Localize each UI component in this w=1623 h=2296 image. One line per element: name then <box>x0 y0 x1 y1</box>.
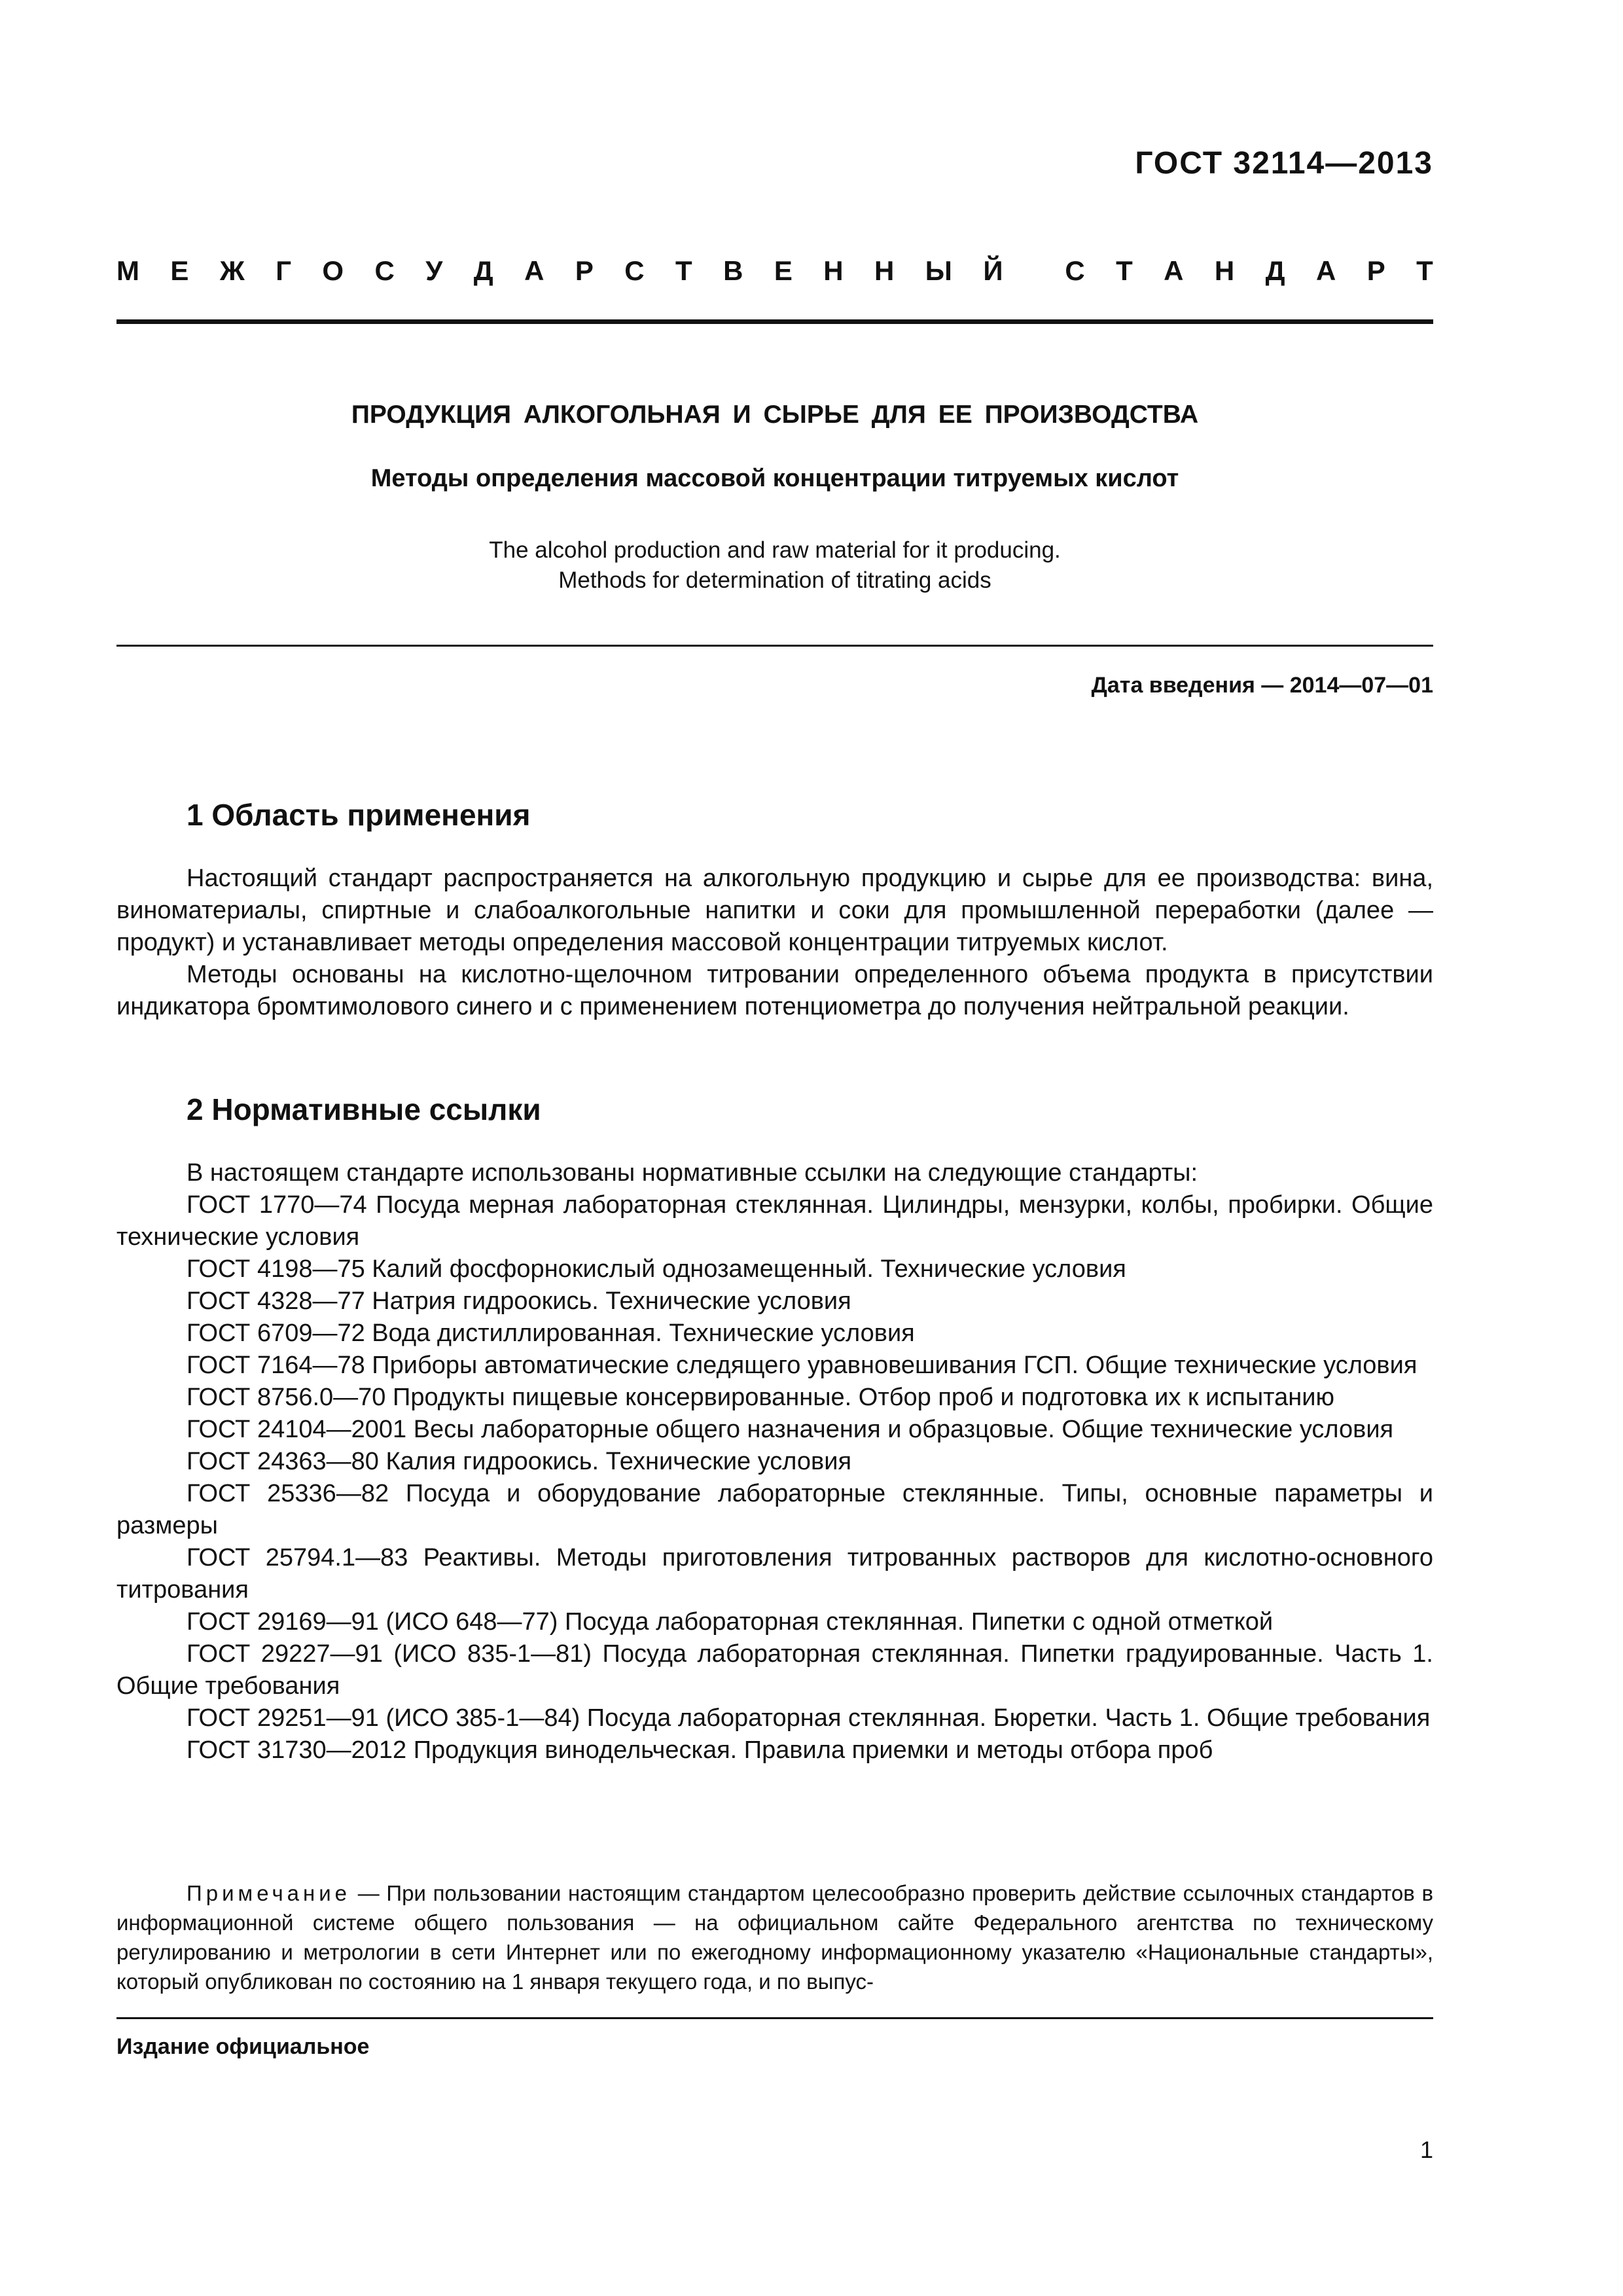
english-title <box>116 535 1433 596</box>
introduction-date: Дата введения — 2014—07—01 <box>1091 673 1433 698</box>
reference-item: ГОСТ 8756.0—70 Продукты пищевые консервированные. Отбор проб и подготовка их к испытанию <box>187 1384 1334 1411</box>
english-title-line-2: Methods for determination of titrating acids <box>558 567 991 593</box>
interstate-heading-letter: Т <box>675 255 692 286</box>
interstate-standard-heading <box>116 255 1433 287</box>
interstate-heading-letter: Т <box>1416 255 1433 286</box>
interstate-heading-letter: С <box>374 255 395 286</box>
section-1-heading: 1 Область применения <box>187 798 531 832</box>
interstate-heading-letter: Е <box>170 255 189 286</box>
reference-item: ГОСТ 4198—75 Калий фосфорнокислый однозамещенный. Технические условия <box>187 1255 1126 1283</box>
interstate-heading-letter: В <box>723 255 743 286</box>
interstate-heading-letter: Д <box>473 255 493 286</box>
references-intro: В настоящем стандарте использованы нормативные ссылки на следующие стандарты: <box>187 1159 1198 1187</box>
note-text: — При пользовании настоящим стандартом целесообразно проверить действие ссылочных стандартов в информационной системе общего пользования — на официальном сайте Федерального агентства по техническому регулированию и метрологии в сети Интернет или по ежегодному информационному указателю «Национальные стандарты», который опубликован по состоянию на 1 января текущего года, и по выпус- <box>116 1881 1433 1994</box>
section-1-body <box>116 863 1433 1023</box>
reference-item: ГОСТ 25794.1—83 Реактивы. Методы приготовления титрованных растворов для кислотно-основного титрования <box>116 1544 1433 1604</box>
interstate-heading-letter: Ы <box>925 255 952 286</box>
interstate-heading-letter: Д <box>1265 255 1285 286</box>
interstate-heading-letter: Р <box>1366 255 1385 286</box>
document-title: ПРОДУКЦИЯ АЛКОГОЛЬНАЯ И СЫРЬЕ ДЛЯ ЕЕ ПРОИЗВОДСТВА <box>351 401 1199 429</box>
header-divider <box>116 319 1433 324</box>
reference-item: ГОСТ 25336—82 Посуда и оборудование лабораторные стеклянные. Типы, основные параметры и размеры <box>116 1480 1433 1539</box>
official-edition-label: Издание официальное <box>116 2034 370 2059</box>
note-label: Примечание <box>187 1881 351 1905</box>
footer-divider <box>116 2017 1433 2019</box>
reference-item: ГОСТ 29227—91 (ИСО 835-1—81) Посуда лабораторная стеклянная. Пипетки градуированные. Часть 1. Общие требования <box>116 1640 1433 1700</box>
interstate-heading-letter: Й <box>983 255 1003 286</box>
interstate-heading-letter: С <box>1065 255 1085 286</box>
section-1-paragraph: Настоящий стандарт распространяется на алкогольную продукцию и сырье для ее производства: вина, виноматериалы, спиртные и слабоалкогольные напитки и соки для промышленной переработки (далее — продукт) и устанавливает методы определения массовой концентрации титруемых кислот. <box>116 865 1433 956</box>
reference-item: ГОСТ 7164—78 Приборы автоматические следящего уравновешивания ГСП. Общие технические условия <box>187 1352 1418 1379</box>
reference-item: ГОСТ 31730—2012 Продукция винодельческая. Правила приемки и методы отбора проб <box>187 1736 1213 1764</box>
gost-number: ГОСТ 32114—2013 <box>1135 146 1433 181</box>
note <box>116 1878 1433 1996</box>
document-subtitle: Методы определения массовой концентрации титруемых кислот <box>370 465 1179 492</box>
interstate-heading-letter: Н <box>1214 255 1235 286</box>
references-list <box>116 1157 1433 1767</box>
title-divider <box>116 645 1433 647</box>
reference-item: ГОСТ 1770—74 Посуда мерная лабораторная стеклянная. Цилиндры, мензурки, колбы, пробирки. Общие технические условия <box>116 1191 1433 1251</box>
english-title-line-1: The alcohol production and raw material for it producing. <box>489 537 1061 563</box>
page-number: 1 <box>1419 2136 1433 2163</box>
interstate-heading-letter: Ж <box>219 255 245 286</box>
interstate-heading-letter: Н <box>874 255 895 286</box>
interstate-heading-letter: С <box>624 255 645 286</box>
reference-item: ГОСТ 24363—80 Калия гидроокись. Технические условия <box>187 1448 852 1475</box>
interstate-heading-letter: Н <box>823 255 844 286</box>
interstate-heading-letter: А <box>524 255 544 286</box>
reference-item: ГОСТ 6709—72 Вода дистиллированная. Технические условия <box>187 1319 915 1347</box>
interstate-heading-letter: Р <box>575 255 594 286</box>
section-2-heading: 2 Нормативные ссылки <box>187 1092 541 1126</box>
interstate-heading-letter: А <box>1164 255 1184 286</box>
interstate-heading-letter: А <box>1315 255 1336 286</box>
reference-item: ГОСТ 29251—91 (ИСО 385-1—84) Посуда лабораторная стеклянная. Бюретки. Часть 1. Общие требования <box>187 1704 1431 1732</box>
interstate-heading-letter: Г <box>276 255 292 286</box>
interstate-heading-letter: У <box>425 255 443 286</box>
interstate-heading-letter: Е <box>774 255 793 286</box>
reference-item: ГОСТ 24104—2001 Весы лабораторные общего назначения и образцовые. Общие технические условия <box>187 1416 1394 1443</box>
reference-item: ГОСТ 29169—91 (ИСО 648—77) Посуда лабораторная стеклянная. Пипетки с одной отметкой <box>187 1608 1274 1636</box>
interstate-heading-letter: Т <box>1116 255 1133 286</box>
reference-item: ГОСТ 4328—77 Натрия гидроокись. Технические условия <box>187 1287 851 1315</box>
interstate-heading-letter: О <box>322 255 344 286</box>
section-1-paragraph: Методы основаны на кислотно-щелочном титровании определенного объема продукта в присутствии индикатора бромтимолового синего и с применением потенциометра до получения нейтральной реакции. <box>116 961 1433 1020</box>
interstate-heading-letter: М <box>116 255 139 286</box>
